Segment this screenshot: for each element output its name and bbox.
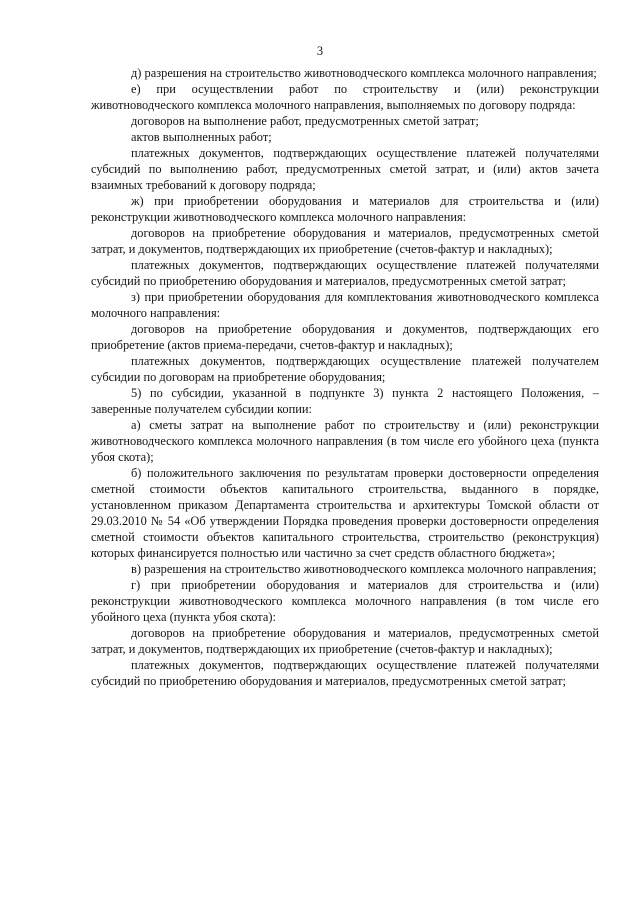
paragraph: договоров на приобретение оборудования и материалов, предусмотренных сметой затрат, и документов, подтверждающих их приобретение (счетов-фактур и накладных); [91,626,599,656]
paragraph: актов выполненных работ; [131,130,272,144]
paragraph: платежных документов, подтверждающих осуществление платежей получателями субсидий по выполнению работ, предусмотренных сметой затрат, и (или) актов зачета взаимных требований к договору подряда; [91,146,599,192]
paragraph: 5) по субсидии, указанной в подпункте 3) пункта 2 настоящего Положения, – заверенные получателем субсидии копии: [91,386,599,416]
paragraph: ж) при приобретении оборудования и материалов для строительства и (или) реконструкции животноводческого комплекса молочного направления: [91,194,599,224]
paragraph: а) сметы затрат на выполнение работ по строительству и (или) реконструкции животноводческого комплекса молочного направления (в том числе его убойного цеха (пункта убоя скота); [91,418,599,464]
paragraph: платежных документов, подтверждающих осуществление платежей получателями субсидий по приобретению оборудования и материалов, предусмотренных сметой затрат; [91,258,599,288]
paragraph: договоров на приобретение оборудования и материалов, предусмотренных сметой затрат, и документов, подтверждающих их приобретение (счетов-фактур и накладных); [91,226,599,256]
paragraph: з) при приобретении оборудования для комплектования животноводческого комплекса молочного направления: [91,290,599,320]
paragraph: б) положительного заключения по результатам проверки достоверности определения сметной стоимости объектов капитального строительства, выданного в порядке, установленном приказом Департамента строительства и архитектуры Томской области от 29.03.2010 № 54 «Об утверждении Порядка проведения проверки достоверности определения сметной стоимости объектов капитального строительства, строительство (реконструкция) которых финансируется полностью или частично за счет средств областного бюджета»; [91,466,599,560]
paragraph: д) разрешения на строительство животноводческого комплекса молочного направления; [131,66,597,80]
paragraph: договоров на приобретение оборудования и документов, подтверждающих его приобретение (актов приема-передачи, счетов-фактур и накладных); [91,322,599,352]
paragraph: платежных документов, подтверждающих осуществление платежей получателем субсидии по договорам на приобретение оборудования; [91,354,599,384]
paragraph: договоров на выполнение работ, предусмотренных сметой затрат; [131,114,479,128]
paragraph: в) разрешения на строительство животноводческого комплекса молочного направления; [131,562,597,576]
document-body [91,65,599,689]
page-number: 3 [316,44,324,58]
paragraph: е) при осуществлении работ по строительству и (или) реконструкции животноводческого комплекса молочного направления, выполняемых по договору подряда: [91,82,599,112]
paragraph: г) при приобретении оборудования и материалов для строительства и (или) реконструкции животноводческого комплекса молочного направления (в том числе его убойного цеха (пункта убоя скота): [91,578,599,624]
paragraph: платежных документов, подтверждающих осуществление платежей получателями субсидий по приобретению оборудования и материалов, предусмотренных сметой затрат; [91,658,599,688]
